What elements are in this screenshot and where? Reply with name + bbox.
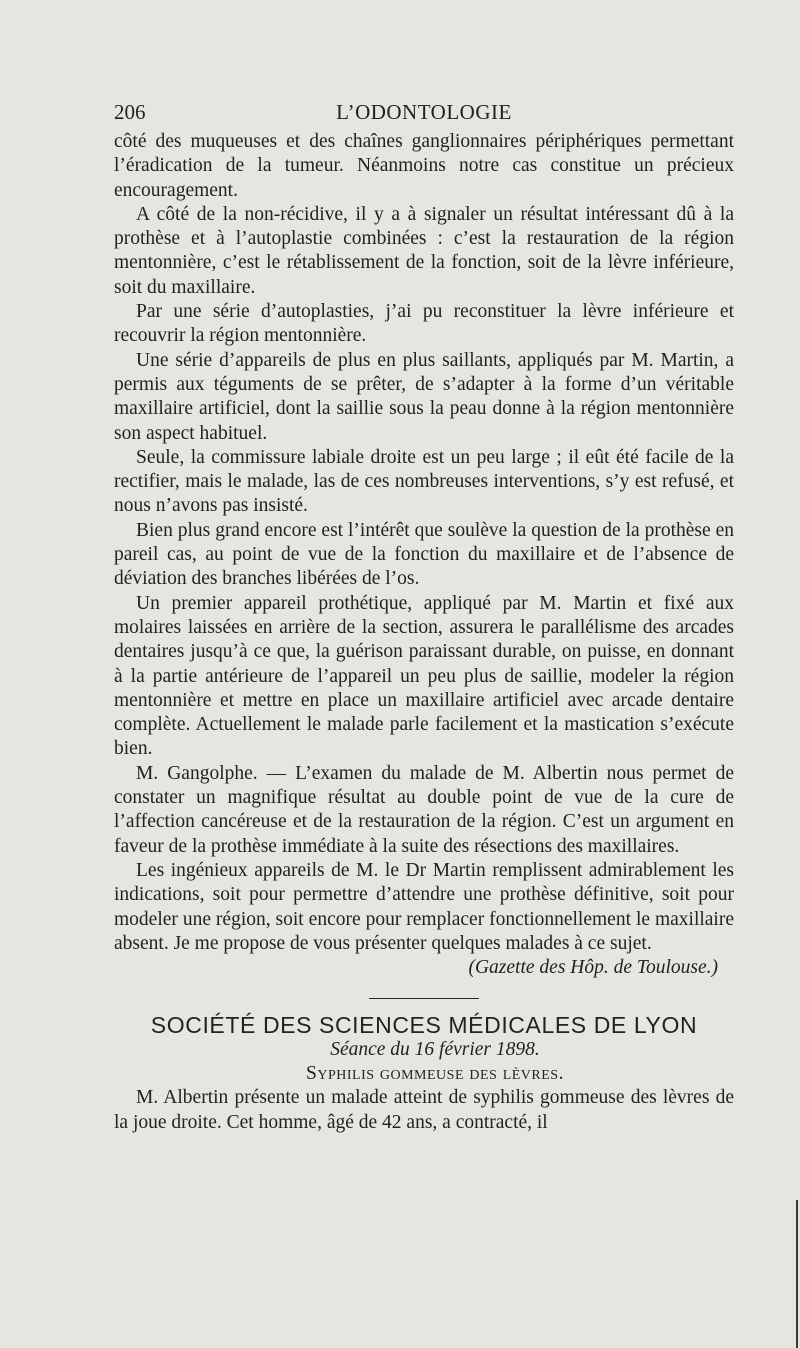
paragraph: Les ingénieux appareils de M. le Dr Martin remplissent admirablement les indications, soit pour permettre d’attendre une prothèse définitive, soit pour modeler une région, soit encore pour remplacer fonctionnellement le maxillaire absent. Je me propose de vous présenter quelques malades à ce sujet. [114,859,734,954]
section-divider [369,998,479,999]
paragraph: Un premier appareil prothétique, appliqué par M. Martin et fixé aux molaires laissées en arrière de la section, assurera le parallélisme des arcades dentaires jusqu’à ce que, la guérison paraissant durable, on puisse, en donnant à la partie antérieure de l’appareil un peu plus de saillie, modeler la région mentonnière et mettre en place un maxillaire artificiel avec arcade dentaire complète. Actuellement le malade parle facilement et la mastication s’exécute bien. [114,592,734,760]
page-edge-shadow [796,1200,798,1348]
article-body [114,130,734,1135]
society-heading: SOCIÉTÉ DES SCIENCES MÉDICALES DE LYON [150,1012,698,1039]
paragraph: Bien plus grand encore est l’intérêt que soulève la question de la prothèse en pareil cas, au point de vue de la fonction du maxillaire et de l’absence de déviation des branches libérées de l’os. [114,519,734,590]
running-title: L’ODONTOLOGIE [336,100,512,124]
paragraph: M. Gangolphe. — L’examen du malade de M. Albertin nous permet de constater un magnifique résultat au double point de vue de la cure de l’affection cancéreuse et de la restauration de la région. C’est un argument en faveur de la prothèse immédiate à la suite des résections des maxillaires. [114,762,734,857]
paragraph: Seule, la commissure labiale droite est un peu large ; il eût été facile de la rectifier, mais le malade, las de ces nombreuses interventions, s’y est refusé, et nous n’avons pas insisté. [114,446,734,517]
paragraph: Par une série d’autoplasties, j’ai pu reconstituer la lèvre inférieure et recouvrir la région mentonnière. [114,301,734,347]
paragraph: côté des muqueuses et des chaînes ganglionnaires périphériques permettant l’éradication de la tumeur. Néanmoins notre cas constitue un précieux encouragement. [114,131,734,201]
source-citation: (Gazette des Hôp. de Toulouse.) [468,957,718,979]
session-date: Séance du 16 février 1898. [330,1038,540,1060]
page-header [114,100,734,130]
page-number: 206 [114,100,146,124]
paragraph: A côté de la non-récidive, il y a à signaler un résultat intéressant dû à la prothèse et à l’autoplastie combinées : c’est la restauration de la région mentonnière, c’est le rétablissement de la fonction, soit de la lèvre inférieure, soit du maxillaire. [114,203,734,298]
paragraph: M. Albertin présente un malade atteint de syphilis gommeuse des lèvres de la joue droite. Cet homme, âgé de 42 ans, a contracté, il [114,1087,734,1133]
topic-heading: Syphilis gommeuse des lèvres. [306,1062,564,1084]
paragraph: Une série d’appareils de plus en plus saillants, appliqués par M. Martin, a permis aux téguments de se prêter, de s’adapter à la forme d’un véritable maxillaire artificiel, dont la saillie sous la peau donne à la région mentonnière son aspect habituel. [114,349,734,444]
